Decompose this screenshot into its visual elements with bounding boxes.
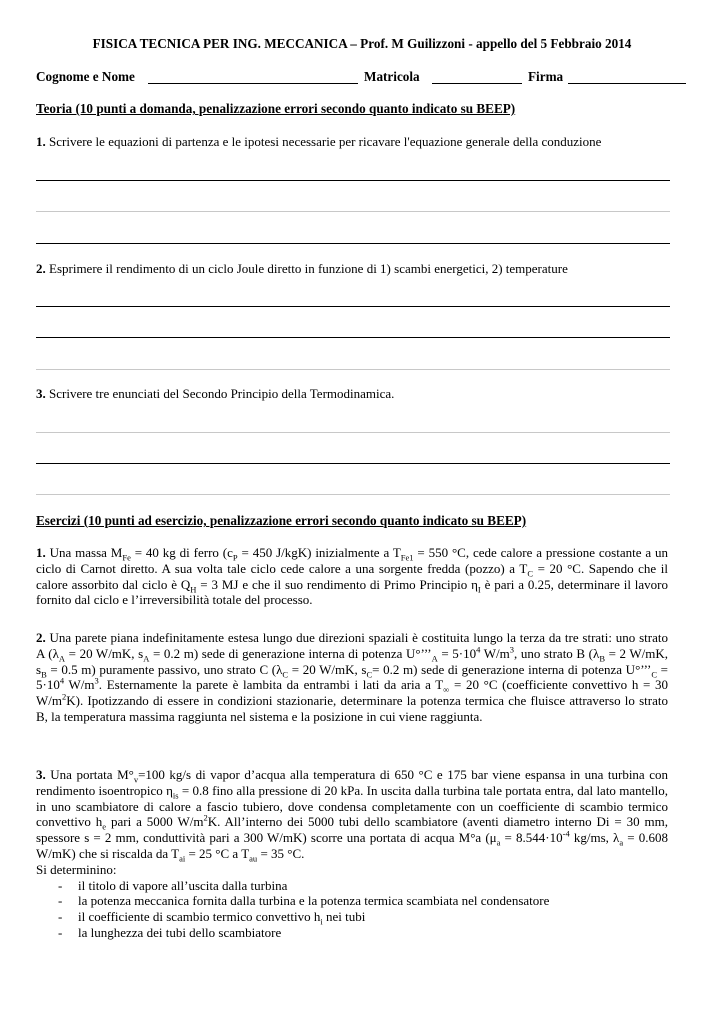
list-item — [36, 909, 668, 925]
exercise-text: = 0.5 m) puramente passivo, uno strato C (λ — [46, 661, 283, 677]
exam-title: FISICA TECNICA PER ING. MECCANICA – Prof. M Guilizzoni - appello del 5 Febbraio 2014 — [92, 36, 632, 51]
subscript: ai — [179, 853, 186, 864]
exercise-text: = 0.8 fino alla pressione di 20 kPa. In uscita dalla turbina tale portata entra, dal lato mantello, in uno scambiatore di calore a fascio tubiero, dove condensa completamente con un coefficiente di scambio termico convettivo h — [36, 782, 668, 830]
exercise-number: 2. — [36, 630, 46, 645]
question-number: 2. — [36, 261, 46, 276]
subscript: B — [599, 653, 605, 664]
exercise-2 — [36, 630, 668, 725]
exercise-text: = 0.2 m) sede di generazione interna di potenza U°’’’ — [372, 661, 652, 677]
exercise-text: Una massa M — [49, 545, 123, 560]
subscript: I — [477, 584, 481, 595]
superscript: 2 — [62, 691, 67, 702]
list-item-text: il titolo di vapore all’uscita dalla turbina — [78, 877, 288, 893]
answer-line[interactable] — [36, 337, 670, 338]
name-blank-field[interactable] — [148, 83, 358, 84]
exercise-text: = 8.544·10 — [500, 830, 563, 846]
question-text: Scrivere tre enunciati del Secondo Principio della Termodinamica. — [49, 386, 395, 401]
exercise-text: = 35 °C. — [257, 845, 305, 861]
superscript: 4 — [476, 644, 481, 655]
subscript: C — [527, 568, 534, 579]
answer-line[interactable] — [36, 463, 670, 464]
id-blank-field[interactable] — [432, 83, 522, 84]
list-item-text: nei tubi — [322, 909, 366, 925]
determine-label: Si determinino: — [36, 861, 117, 877]
superscript: -4 — [562, 828, 570, 839]
subscript: C — [282, 669, 289, 680]
exercise-1 — [36, 545, 668, 608]
signature-blank-field[interactable] — [568, 83, 686, 84]
exercise-text: = 3 MJ e che il suo rendimento di Primo Principio η — [196, 576, 478, 592]
question-number: 3. — [36, 386, 46, 401]
exercise-number: 1. — [36, 545, 46, 560]
superscript: 3 — [509, 644, 514, 655]
subscript: B — [41, 669, 47, 680]
exercise-text: = 20 W/mK, s — [65, 645, 144, 661]
theory-heading: Teoria (10 punti a domanda, penalizzazione errori secondo quanto indicato su BEEP) — [36, 101, 516, 116]
question-number: 1. — [36, 134, 46, 149]
answer-line[interactable] — [36, 494, 670, 495]
subscript: i — [320, 916, 323, 927]
subscript: A — [58, 653, 66, 664]
list-item-text: la potenza meccanica fornita dalla turbina e la potenza termica scambiata nel condensatore — [78, 893, 550, 909]
superscript: 2 — [203, 813, 208, 824]
subscript: Fe — [122, 552, 131, 563]
exercise-text: = 550 °C, cede calore a pressione costante a un ciclo di Carnot diretto. A sua volta tale ciclo cede calore a una sorgente fredda (pozzo) a T — [36, 545, 668, 576]
determine-list — [36, 878, 668, 941]
subscript: v — [133, 774, 139, 785]
subscript: e — [102, 821, 107, 832]
exercise-text: = 2 W/mK, s — [36, 645, 669, 677]
exercise-text: W/m — [480, 645, 510, 661]
subscript: Fe1 — [400, 552, 414, 563]
exercise-text: = 40 kg di ferro (c — [130, 545, 233, 560]
subscript: C — [366, 669, 373, 680]
subscript: a — [619, 837, 624, 848]
question-text: Scrivere le equazioni di partenza e le ipotesi necessarie per ricavare l'equazione generale della conduzione — [49, 134, 602, 149]
exercise-text: = 5·10 — [36, 661, 668, 693]
subscript: A — [143, 653, 150, 664]
theory-question-1 — [36, 134, 676, 150]
name-label: Cognome e Nome — [36, 69, 135, 84]
exercise-3 — [36, 767, 668, 941]
exercise-text: = 0.608 W/mK) che si riscalda da T — [36, 830, 668, 861]
answer-line[interactable] — [36, 211, 670, 212]
answer-line[interactable] — [36, 432, 670, 433]
exercise-number: 3. — [36, 767, 46, 782]
subscript: H — [190, 584, 197, 595]
exercise-text: = 20 °C. Sapendo che il calore assorbito dal ciclo è Q — [36, 560, 668, 592]
exercise-text: =100 kg/s di vapor d’acqua alla temperatura di 650 °C e 175 bar viene espansa in una turbina con rendimento isoentropico η — [36, 767, 668, 798]
exercise-text: Una parete piana indefinitamente estesa lungo due direzioni spaziali è costituita lungo la terza da tre strati: uno strato A (λ — [36, 630, 668, 661]
exercise-text: K. All’interno dei 5000 tubi dello scambiatore (aventi diametro interno Di = 30 mm, spessore s = 2 mm, conduttività pari a 300 W/mK) scorre una portata di acqua M°a (μ — [36, 814, 668, 846]
answer-line[interactable] — [36, 306, 670, 307]
exercise-text: W/m — [64, 677, 95, 693]
theory-question-2 — [36, 261, 676, 277]
subscript: P — [232, 552, 238, 563]
subscript: ∞ — [443, 684, 450, 695]
list-item-text: la lunghezza dei tubi dello scambiatore — [78, 924, 282, 940]
id-label: Matricola — [364, 69, 420, 84]
exercise-text: = 25 °C a T — [185, 845, 250, 861]
exercise-text: . Esternamente la parete è lambita da entrambi i lati da aria a T — [98, 677, 444, 693]
signature-label: Firma — [528, 69, 564, 84]
exercises-heading: Esercizi (10 punti ad esercizio, penalizzazione errori secondo quanto indicato su BEEP) — [36, 513, 527, 528]
answer-line[interactable] — [36, 369, 670, 370]
exercise-text: è pari a 0.25, determinare il lavoro fornito dal ciclo e l’irreversibilità totale del processo. — [36, 576, 668, 608]
list-item — [36, 925, 668, 941]
exercise-text: = 5·10 — [437, 645, 477, 661]
question-text: Esprimere il rendimento di un ciclo Joule diretto in funzione di 1) scambi energetici, 2) temperature — [49, 261, 568, 276]
exercise-text: = 20 W/mK, s — [288, 661, 367, 677]
subscript: is — [172, 790, 179, 801]
subscript: au — [249, 853, 258, 864]
answer-line[interactable] — [36, 243, 670, 244]
list-item — [36, 878, 668, 894]
exercise-text: kg/ms, λ — [569, 830, 620, 846]
exercise-text: , uno strato B (λ — [513, 645, 600, 661]
superscript: 4 — [59, 676, 65, 687]
exercise-text: pari a 5000 W/m — [106, 814, 204, 830]
superscript: 3 — [94, 676, 99, 687]
list-item-text: il coefficiente di scambio termico convettivo h — [78, 909, 321, 925]
subscript: a — [496, 837, 501, 848]
exercise-text: K). Ipotizzando di essere in condizioni stazionarie, determinare la potenza termica che fluisce attraverso lo strato B, la temperatura massima raggiunta nel sistema e la posizione in cui viene raggiunta. — [36, 693, 668, 724]
exercise-text: = 20 °C (coefficiente convettivo h = 30 W/m — [36, 677, 668, 709]
answer-line[interactable] — [36, 180, 670, 181]
subscript: A — [431, 653, 438, 664]
subscript: C — [651, 669, 658, 680]
theory-question-3 — [36, 386, 676, 402]
list-item — [36, 893, 668, 909]
exercise-text: Una portata M° — [50, 767, 134, 782]
student-id-row — [36, 69, 688, 87]
exercise-text: = 450 J/kgK) inizialmente a T — [237, 545, 401, 560]
exercise-text: = 0.2 m) sede di generazione interna di potenza U°’’’ — [149, 645, 432, 661]
